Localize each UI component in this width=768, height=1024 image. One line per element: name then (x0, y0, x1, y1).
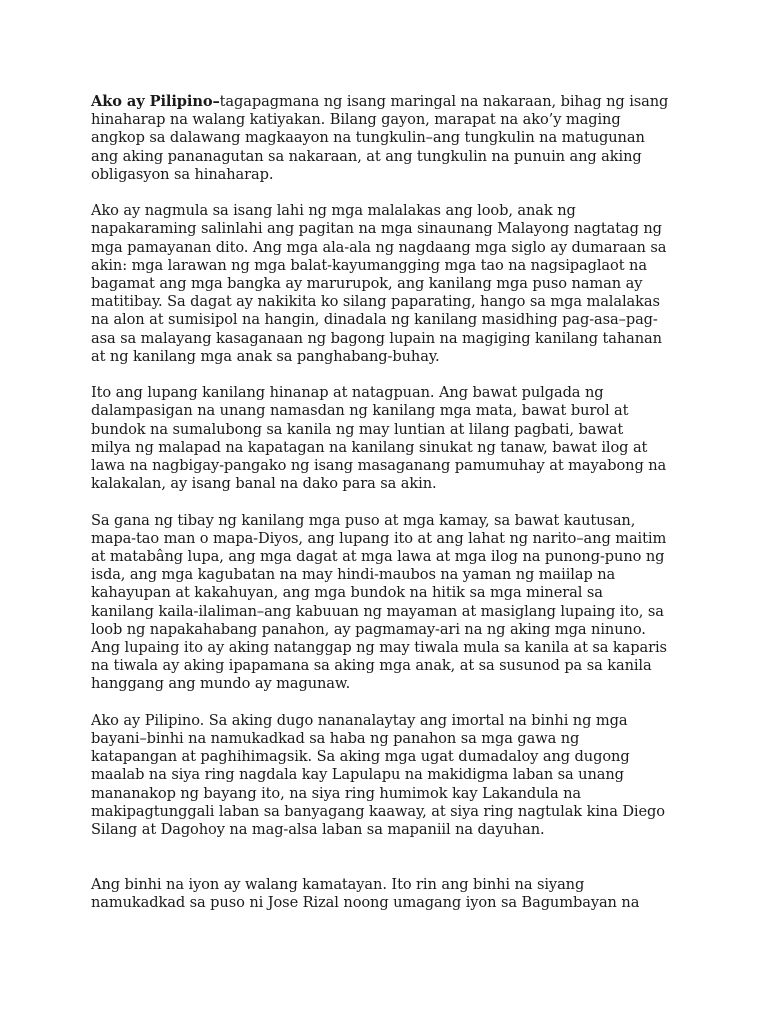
paragraph-line: mga pamayanan dito. Ang mga ala-ala ng nagdaang mga siglo ay dumaraan sa (91, 238, 667, 256)
paragraph-3 (91, 384, 691, 493)
paragraph-line: na alon at sumisipol na hangin, dinadala ng kanilang masidhing pag-asa–pag- (91, 311, 658, 329)
paragraph-line: asa sa malayang kasaganaan ng bagong lupain na magiging kanilang tahanan (91, 329, 662, 347)
paragraph-line: isda, ang mga kagubatan na may hindi-maubos na yaman ng maiilap na (91, 566, 616, 584)
paragraph-line: obligasyon sa hinaharap. (91, 165, 274, 183)
line-text: tagapagmana ng isang maringal na nakaraan, bihag ng isang (219, 93, 669, 110)
paragraph-line: kahayupan at kakahuyan, ang mga bundok na hitik sa mga mineral sa (91, 584, 603, 602)
paragraph-line: kalakalan, ay isang banal na dako para sa akin. (91, 475, 437, 493)
paragraph-line: lawa na nagbigay-pangako ng isang masaganang pamumuhay at mayabong na (91, 457, 667, 475)
paragraph-6 (91, 876, 691, 912)
paragraph-1 (91, 93, 691, 184)
paragraph-line: akin: mga larawan ng mga balat-kayumangging mga tao na nagsipaglaot na (91, 256, 647, 274)
paragraph-5 (91, 712, 691, 839)
paragraph-line: hinaharap na walang katiyakan. Bilang gayon, marapat na ako’y maging (91, 111, 621, 129)
paragraph-line: na tiwala ay aking ipapamana sa aking mga anak, at sa susunod pa sa kanila (91, 657, 652, 675)
paragraph-line (91, 93, 691, 111)
paragraph-line: matitibay. Sa dagat ay nakikita ko silang paparating, hango sa mga malalakas (91, 293, 660, 311)
paragraph-line: namukadkad sa puso ni Jose Rizal noong umagang iyon sa Bagumbayan na (91, 893, 640, 911)
paragraph-line: Ang lupaing ito ay aking natanggap ng may tiwala mula sa kanila at sa kaparis (91, 639, 667, 657)
paragraph-line: dalampasigan na unang namasdan ng kanilang mga mata, bawat burol at (91, 402, 629, 420)
paragraph-line: Ang binhi na iyon ay walang kamatayan. Ito rin ang binhi na siyang (91, 875, 585, 893)
paragraph-line: at matabâng lupa, ang mga dagat at mga lawa at mga ilog na punong-puno ng (91, 548, 665, 566)
paragraph-4 (91, 512, 691, 694)
paragraph-line: maalab na siya ring nagdala kay Lapulapu na makidigma laban sa unang (91, 766, 624, 784)
paragraph-line: katapangan at paghihimagsik. Sa aking mga ugat dumadaloy ang dugong (91, 748, 630, 766)
paragraph-line: milya ng malapad na kapatagan na kanilang sinukat ng tanaw, bawat ilog at (91, 438, 648, 456)
paragraph-line: Ako ay nagmula sa isang lahi ng mga malalakas ang loob, anak ng (91, 202, 576, 220)
paragraph-line: ang aking pananagutan sa nakaraan, at ang tungkulin na punuin ang aking (91, 147, 642, 165)
paragraph-line: Silang at Dagohoy na mag-alsa laban sa mapaniil na dayuhan. (91, 821, 545, 839)
paragraph-line: loob ng napakahabang panahon, ay pagmamay-ari na ng aking mga ninuno. (91, 620, 646, 638)
paragraph-line: makipagtunggali laban sa banyagang kaaway, at siya ring nagtulak kina Diego (91, 802, 665, 820)
paragraph-line: mapa-tao man o mapa-Diyos, ang lupang ito at ang lahat ng narito–ang maitim (91, 529, 667, 547)
paragraph-line: kanilang kaila-ilaliman–ang kabuuan ng mayaman at masiglang lupaing ito, sa (91, 602, 664, 620)
paragraph-line: Sa gana ng tibay ng kanilang mga puso at mga kamay, sa bawat kautusan, (91, 511, 636, 529)
paragraph-line: napakaraming salinlahi ang pagitan na mga sinaunang Malayong nagtatag ng (91, 220, 662, 238)
paragraph-line: bundok na sumalubong sa kanila ng may luntian at lilang pagbati, bawat (91, 420, 624, 438)
paragraph-line: Ito ang lupang kanilang hinanap at natagpuan. Ang bawat pulgada ng (91, 384, 604, 402)
paragraph-line: Ako ay Pilipino. Sa aking dugo nananalaytay ang imortal na binhi ng mga (91, 711, 628, 729)
paragraph-line: angkop sa dalawang magkaayon na tungkulin–ang tungkulin na matugunan (91, 129, 645, 147)
paragraph-2 (91, 202, 691, 366)
paragraph-line: bagamat ang mga bangka ay marurupok, ang kanilang mga puso naman ay (91, 275, 643, 293)
paragraph-line: bayani–binhi na namukadkad sa haba ng panahon sa mga gawa ng (91, 730, 580, 748)
paragraph-line: at ng kanilang mga anak sa panghabang-buhay. (91, 347, 440, 365)
paragraph-line: mananakop ng bayang ito, na siya ring humimok kay Lakandula na (91, 784, 582, 802)
lead-text: Ako ay Pilipino– (91, 93, 220, 110)
paragraph-line: hanggang ang mundo ay magunaw. (91, 675, 351, 693)
document-body (91, 93, 691, 930)
